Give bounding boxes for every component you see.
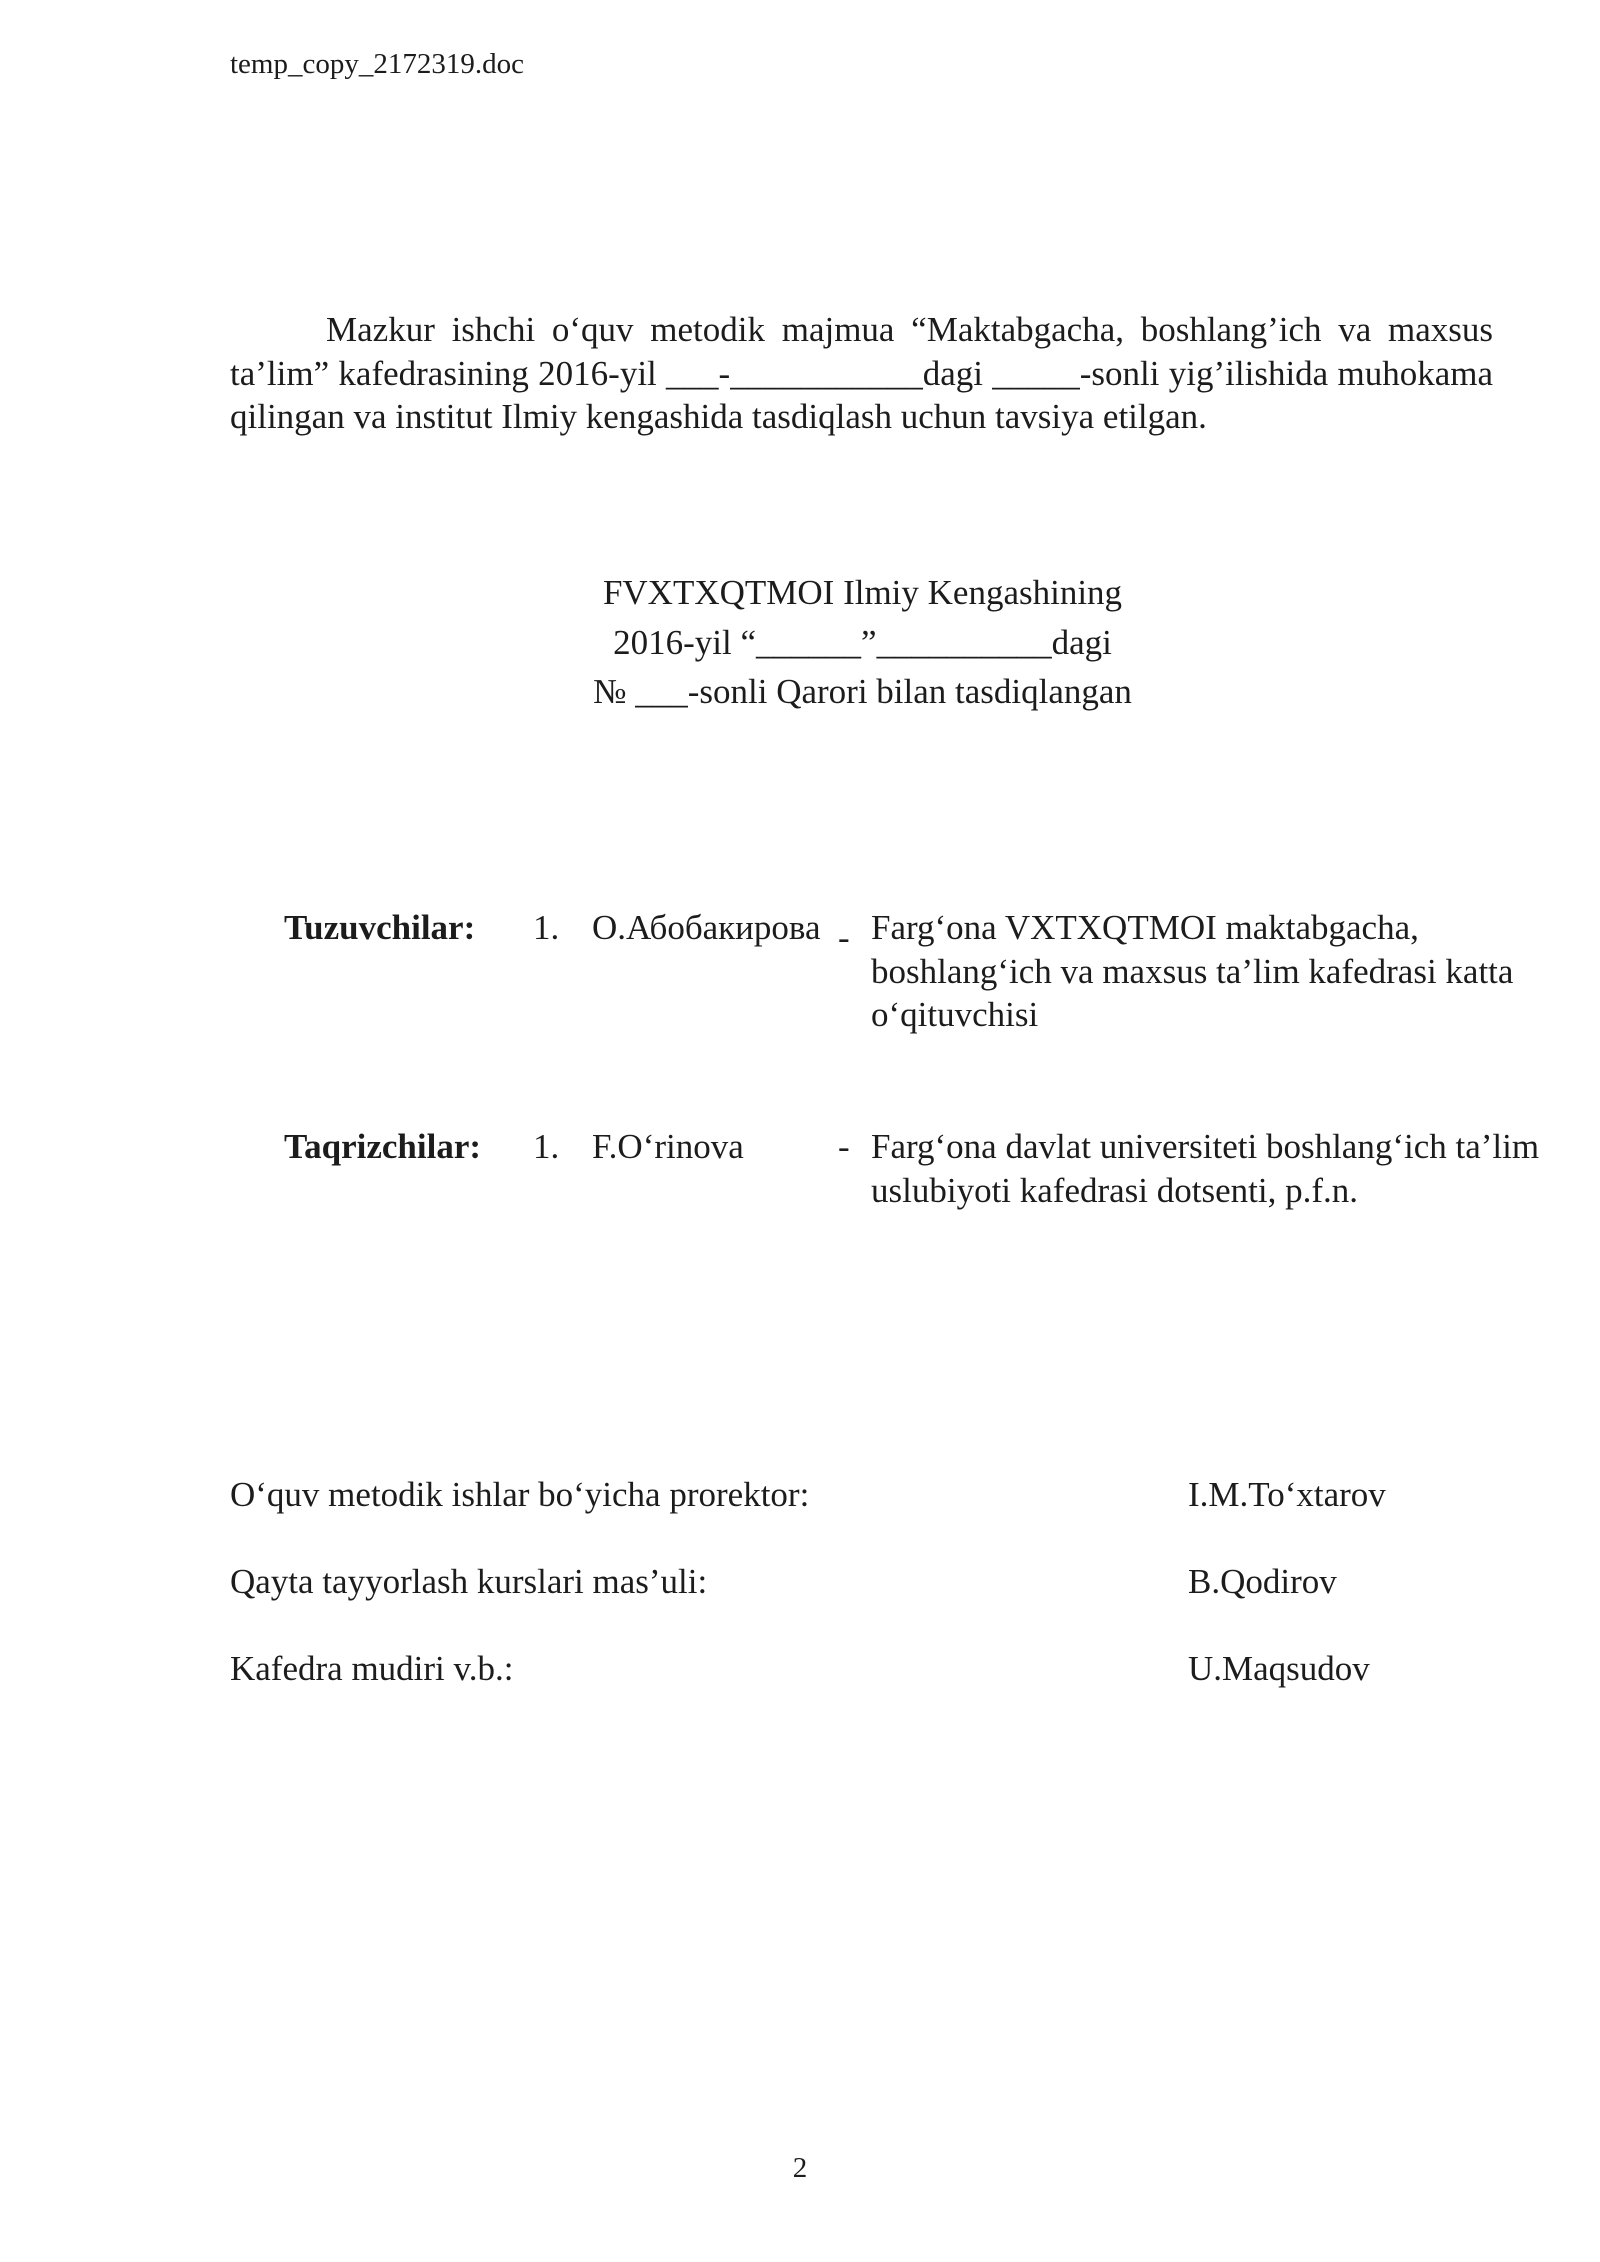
- reviewers-label: Taqrizchilar:: [284, 1127, 482, 1166]
- page-number: 2: [792, 2152, 808, 2184]
- compiler-dash: -: [838, 918, 850, 957]
- signature-role: O‘quv metodik ishlar bo‘yicha prorektor:: [230, 1475, 810, 1514]
- reviewer-dash: -: [838, 1127, 850, 1166]
- signature-person: U.Maqsudov: [1188, 1649, 1370, 1688]
- reviewer-number: 1.: [533, 1127, 560, 1166]
- signature-person: B.Qodirov: [1188, 1562, 1337, 1601]
- reviewer-description: Farg‘ona davlat universiteti boshlang‘ich ta’lim uslubiyoti kafedrasi dotsenti, p.f.n.: [871, 1127, 1540, 1210]
- signature-role: Kafedra mudiri v.b.:: [230, 1649, 514, 1688]
- approval-block: [0, 568, 1600, 717]
- approval-line-2: 2016-yil “______”__________dagi: [613, 622, 1112, 662]
- compiler-number: 1.: [533, 908, 560, 947]
- signature-person: I.M.To‘xtarov: [1188, 1475, 1386, 1514]
- compiler-name: O.Абобакирова: [592, 908, 821, 947]
- reviewer-name: F.O‘rinova: [592, 1127, 744, 1166]
- intro-text: Mazkur ishchi o‘quv metodik majmua “Maktabgacha, boshlang’ich va maxsus ta’lim” kafedrasining 2016-yil ___-___________dagi _____-sonli yig’ilishida muhokama qilingan va institut Ilmiy kengashida tasdiqlash uchun tavsiya etilgan.: [230, 310, 1493, 436]
- approval-line-1: FVXTXQTMOI Ilmiy Kengashining: [602, 573, 1123, 612]
- approval-line-3: № ___-sonli Qarori bilan tasdiqlangan: [593, 672, 1132, 711]
- compilers-label: Tuzuvchilar:: [284, 908, 476, 947]
- document-filename: temp_copy_2172319.doc: [230, 48, 524, 80]
- intro-paragraph: [230, 308, 1493, 439]
- signature-role: Qayta tayyorlash kurslari mas’uli:: [230, 1562, 708, 1601]
- compiler-description: Farg‘ona VXTXQTMOI maktabgacha, boshlang‘ich va maxsus ta’lim kafedrasi katta o‘qituvchisi: [871, 908, 1514, 1034]
